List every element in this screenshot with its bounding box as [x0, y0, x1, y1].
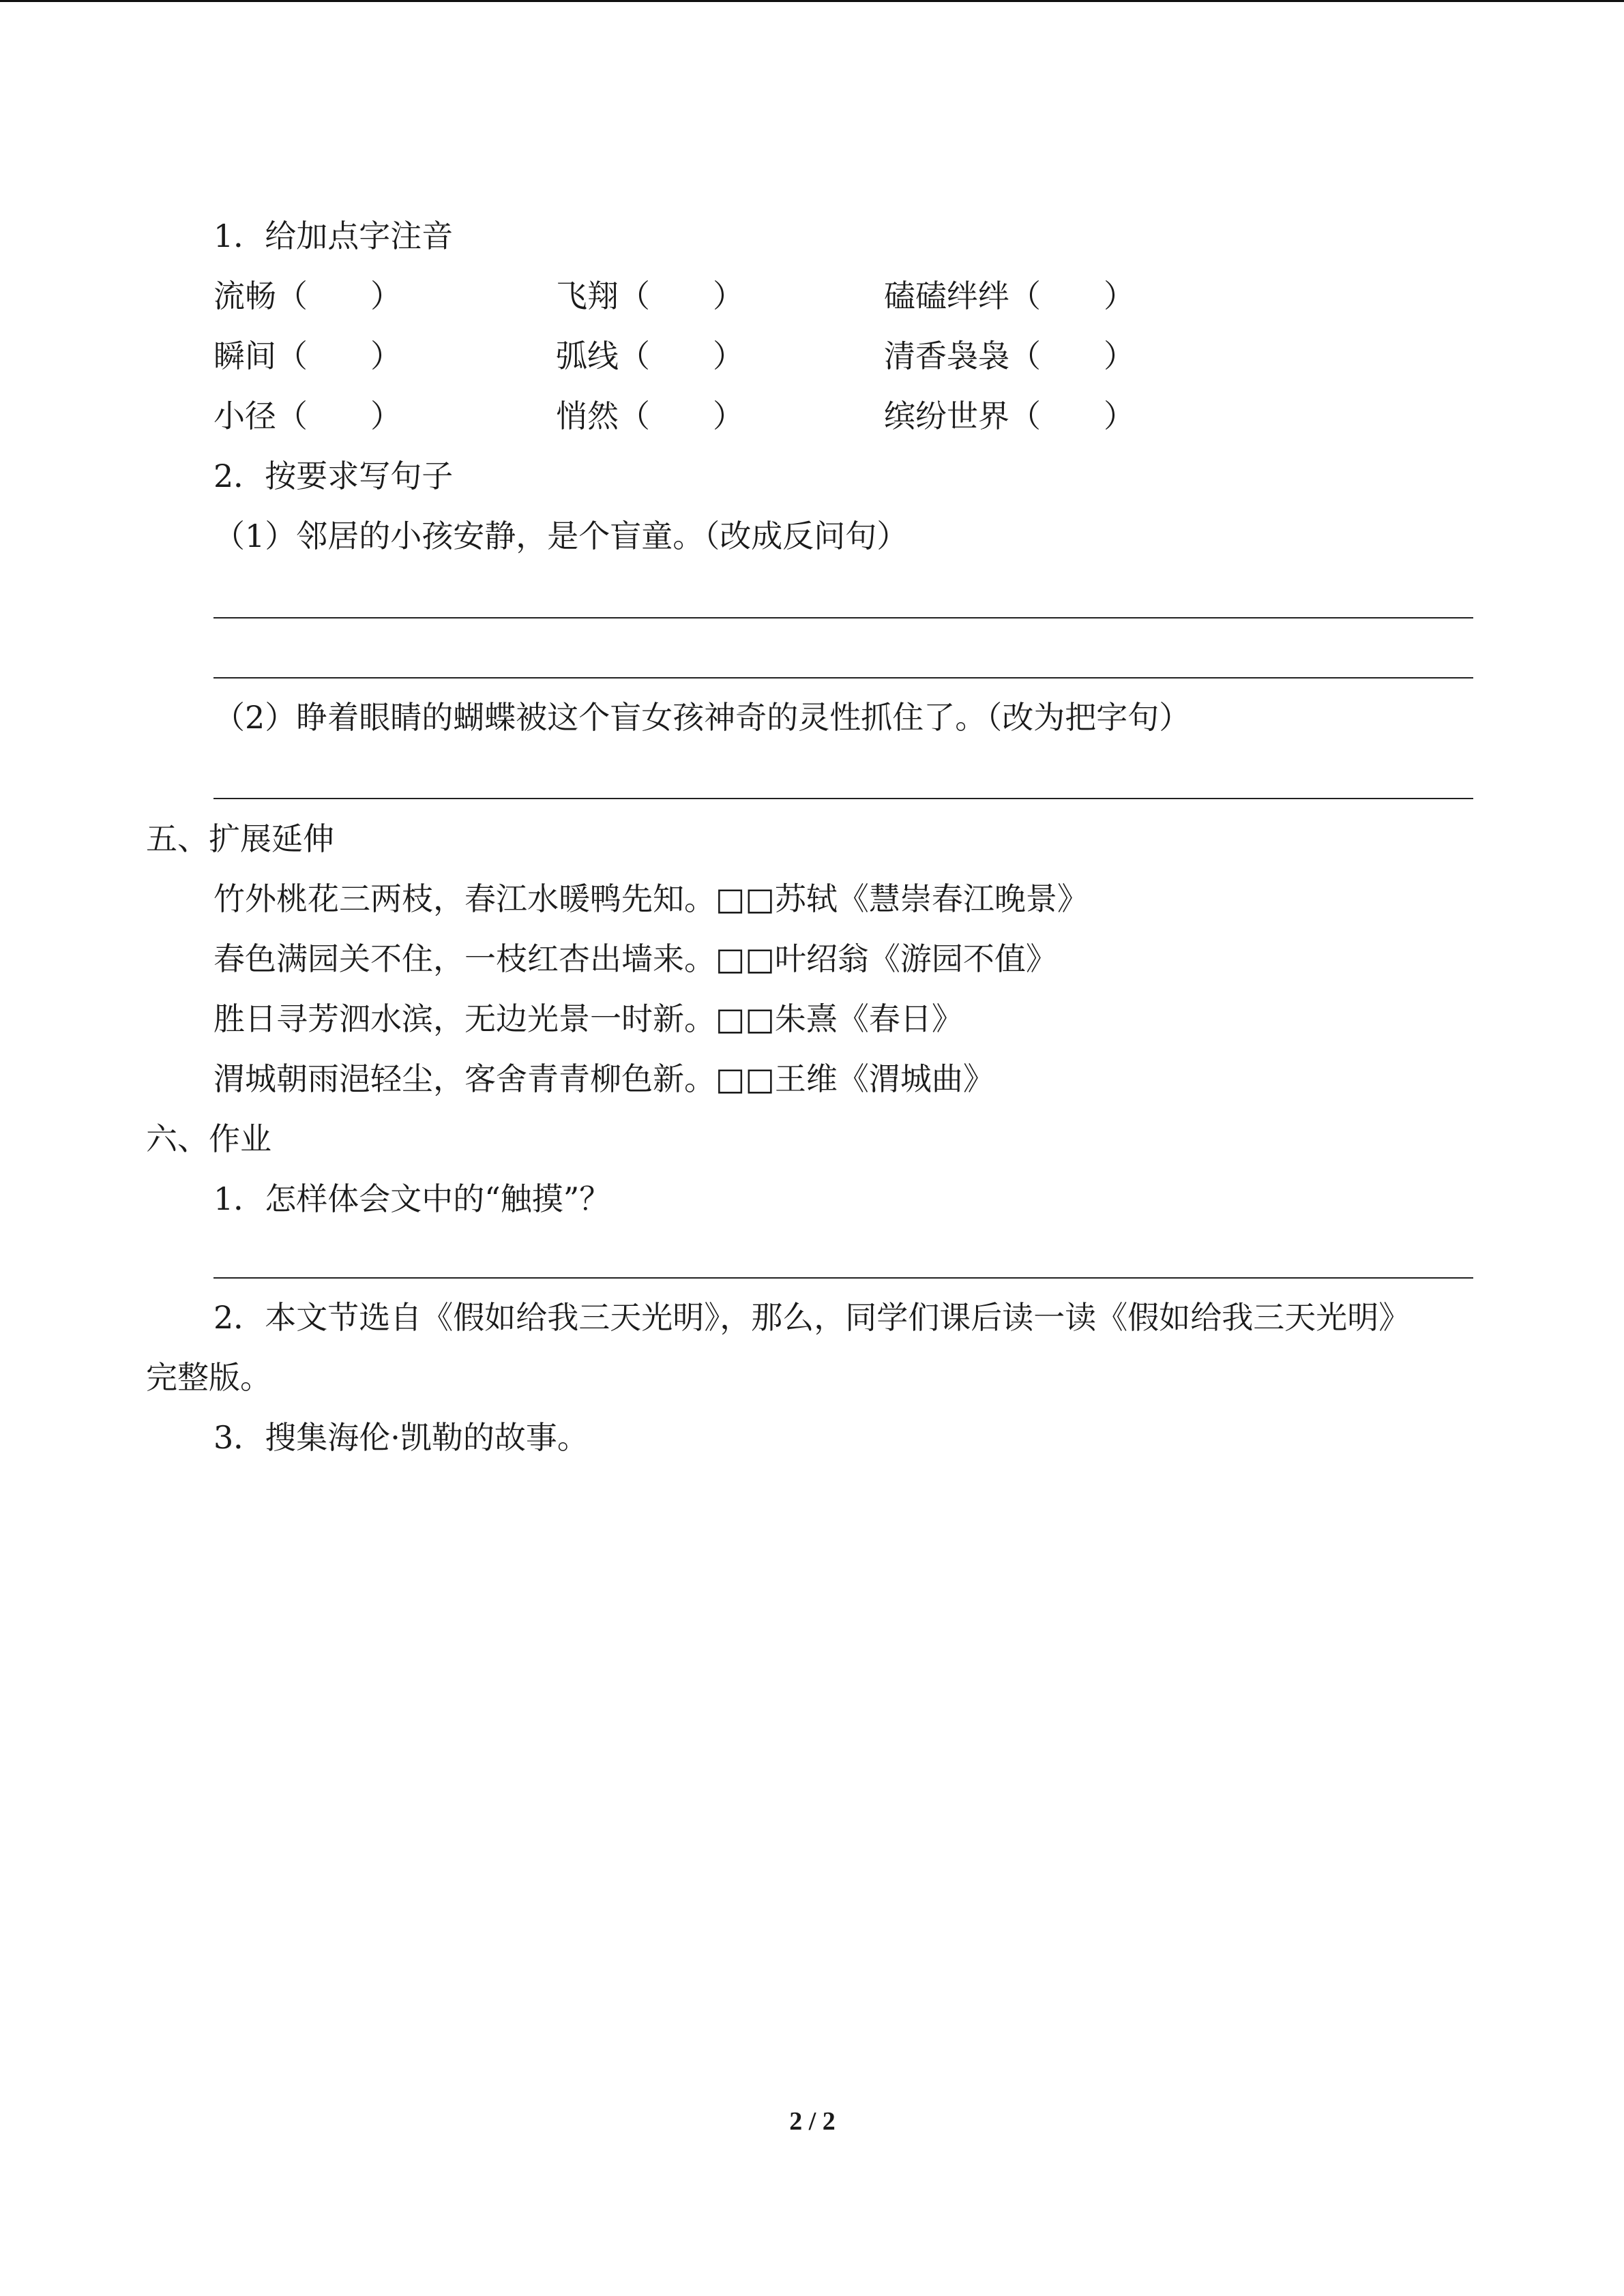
question-1-title: 1．给加点字注音: [213, 218, 454, 254]
pinyin-item-9: 缤纷世界（ ）: [884, 398, 1135, 434]
answer-line: [213, 1277, 1473, 1279]
pinyin-item-2: 飞翔（ ）: [556, 278, 744, 314]
section-5-heading: 五、扩展延伸: [146, 820, 334, 857]
homework-item-2-line-2: 完整版。: [146, 1359, 271, 1396]
answer-line: [213, 677, 1473, 679]
pinyin-item-8: 悄然（ ）: [556, 398, 744, 434]
section-6-heading: 六、作业: [146, 1120, 271, 1157]
pinyin-item-1: 流畅（ ）: [213, 278, 402, 314]
poem-line-1: 竹外桃花三两枝，春江水暖鸭先知。□□苏轼《慧崇春江晚景》: [213, 880, 1089, 917]
pinyin-item-5: 弧线（ ）: [556, 338, 744, 374]
pinyin-item-7: 小径（ ）: [213, 398, 402, 434]
pinyin-item-6: 清香袅袅（ ）: [884, 338, 1135, 374]
answer-line: [213, 798, 1473, 799]
homework-item-2-line-1: 2．本文节选自《假如给我三天光明》，那么，同学们课后读一读《假如给我三天光明》: [213, 1299, 1411, 1336]
homework-item-3: 3．搜集海伦·凯勒的故事。: [213, 1419, 589, 1456]
page-number: 2 / 2: [789, 2107, 836, 2136]
poem-line-4: 渭城朝雨浥轻尘，客舍青青柳色新。□□王维《渭城曲》: [213, 1060, 994, 1097]
homework-item-1: 1．怎样体会文中的“触摸”？: [213, 1180, 611, 1217]
question-2-sub-1: （1）邻居的小孩安静，是个盲童。（改成反问句）: [213, 518, 909, 554]
question-2-sub-2: （2）睁着眼睛的蝴蝶被这个盲女孩神奇的灵性抓住了。（改为把字句）: [213, 699, 1191, 736]
question-2-title: 2．按要求写句子: [213, 458, 454, 494]
poem-line-2: 春色满园关不住，一枝红杏出墙来。□□叶绍翁《游园不值》: [213, 940, 1057, 977]
pinyin-item-4: 瞬间（ ）: [213, 338, 402, 374]
pinyin-item-3: 磕磕绊绊（ ）: [884, 278, 1135, 314]
poem-line-3: 胜日寻芳泗水滨，无边光景一时新。□□朱熹《春日》: [213, 1000, 963, 1037]
answer-line: [213, 617, 1473, 618]
